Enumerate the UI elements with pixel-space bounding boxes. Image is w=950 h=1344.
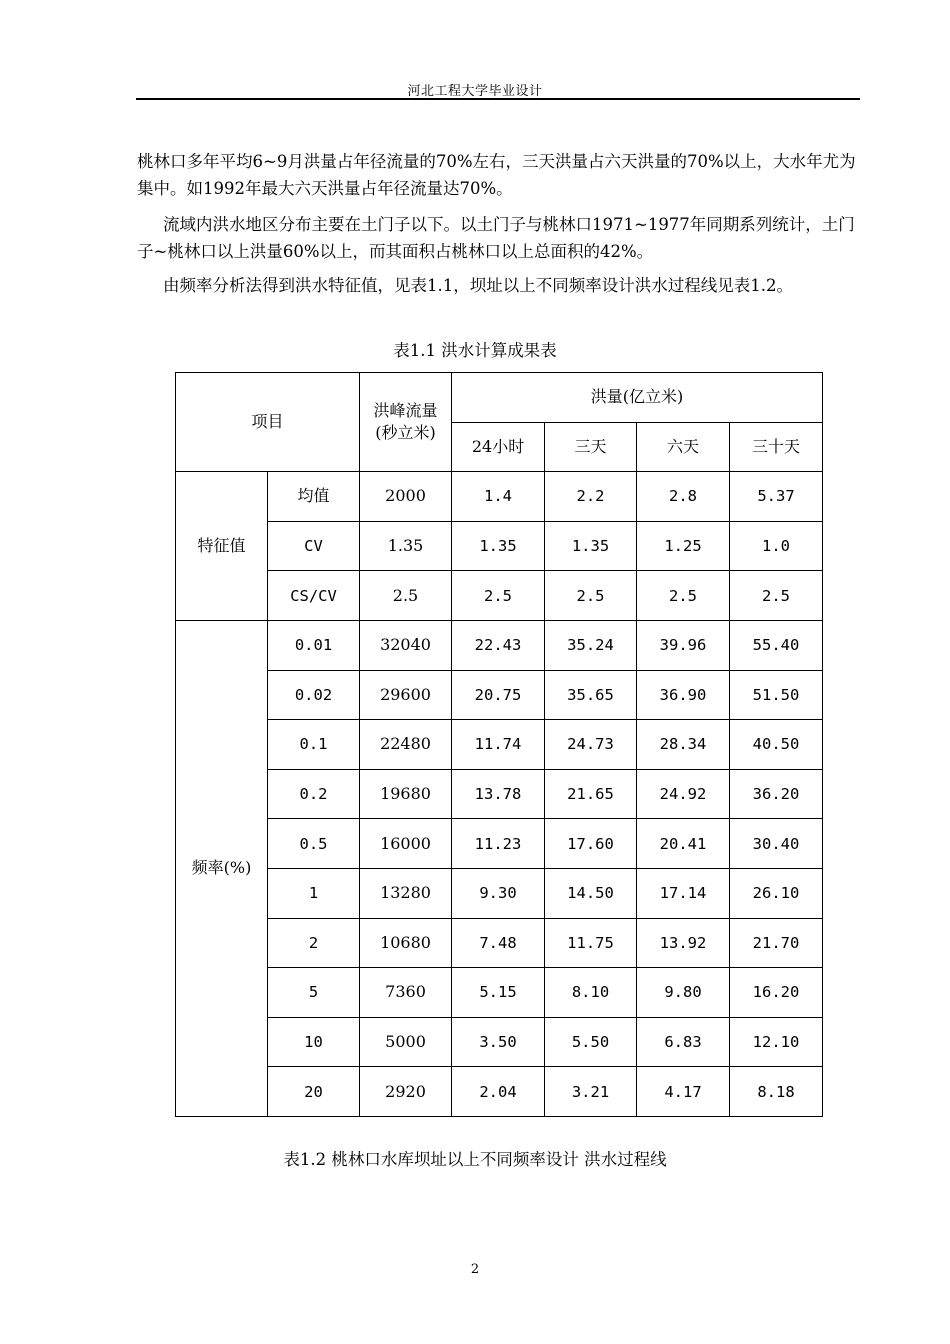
value-cell: 20.75 xyxy=(452,670,545,720)
header-duration-cell: 三十天 xyxy=(730,422,823,472)
table-caption: 表1.2 桃林口水库坝址以上不同频率设计 洪水过程线 xyxy=(283,1150,667,1169)
table-row xyxy=(176,868,823,918)
value-cell: 12.10 xyxy=(730,1017,823,1067)
header-duration-cell: 24小时 xyxy=(452,422,545,472)
value-cell: 16000 xyxy=(360,819,452,869)
value-cell: 6.83 xyxy=(637,1017,730,1067)
header-volume-cell: 洪量(亿立米) xyxy=(452,373,823,423)
value-cell: 2.5 xyxy=(360,571,452,621)
value-cell: 1.35 xyxy=(360,521,452,571)
value-cell: 2.5 xyxy=(730,571,823,621)
value-cell: 16.20 xyxy=(730,968,823,1018)
value-cell: 1.35 xyxy=(452,521,545,571)
value-cell: 11.23 xyxy=(452,819,545,869)
group-label-cell: 频率(%) xyxy=(176,620,268,1116)
value-cell: 8.18 xyxy=(730,1067,823,1117)
value-cell: 22480 xyxy=(360,720,452,770)
value-cell: 3.50 xyxy=(452,1017,545,1067)
row-label-cell: 5 xyxy=(268,968,360,1018)
page-number: 2 xyxy=(470,1262,480,1277)
value-cell: 55.40 xyxy=(730,620,823,670)
value-cell: 9.80 xyxy=(637,968,730,1018)
body-paragraph: 由频率分析法得到洪水特征值，见表1.1，坝址以上不同频率设计洪水过程线见表1.2。 xyxy=(163,276,793,295)
table-row xyxy=(176,819,823,869)
table-row xyxy=(176,670,823,720)
row-label-cell: 1 xyxy=(268,868,360,918)
group-label-cell: 特征值 xyxy=(176,472,268,621)
value-cell: 2.04 xyxy=(452,1067,545,1117)
value-cell: 1.35 xyxy=(545,521,637,571)
value-cell: 26.10 xyxy=(730,868,823,918)
flood-results-table xyxy=(175,372,823,1117)
row-label-cell: 0.01 xyxy=(268,620,360,670)
body-paragraph: 桃林口多年平均6~9月洪量占年径流量的70%左右，三天洪量占六天洪量的70%以上，大水年尤为集中。如1992年最大六天洪量占年径流量达70%。 xyxy=(137,152,856,198)
header-duration-cell: 三天 xyxy=(545,422,637,472)
value-cell: 2.5 xyxy=(545,571,637,621)
body-paragraph: 流域内洪水地区分布主要在土门子以下。以土门子与桃林口1971~1977年同期系列统计，土门子~桃林口以上洪量60%以上，而其面积占桃林口以上总面积的42%。 xyxy=(137,215,855,261)
value-cell: 39.96 xyxy=(637,620,730,670)
row-label-cell: 2 xyxy=(268,918,360,968)
table-header-row xyxy=(176,373,823,423)
value-cell: 2.8 xyxy=(637,472,730,522)
value-cell: 24.92 xyxy=(637,769,730,819)
value-cell: 4.17 xyxy=(637,1067,730,1117)
value-cell: 22.43 xyxy=(452,620,545,670)
table-row xyxy=(176,1067,823,1117)
value-cell: 1.25 xyxy=(637,521,730,571)
table-row xyxy=(176,769,823,819)
value-cell: 9.30 xyxy=(452,868,545,918)
value-cell: 29600 xyxy=(360,670,452,720)
value-cell: 1.4 xyxy=(452,472,545,522)
value-cell: 24.73 xyxy=(545,720,637,770)
value-cell: 3.21 xyxy=(545,1067,637,1117)
value-cell: 13.92 xyxy=(637,918,730,968)
value-cell: 35.65 xyxy=(545,670,637,720)
value-cell: 32040 xyxy=(360,620,452,670)
value-cell: 21.65 xyxy=(545,769,637,819)
value-cell: 28.34 xyxy=(637,720,730,770)
value-cell: 11.75 xyxy=(545,918,637,968)
value-cell: 13.78 xyxy=(452,769,545,819)
header-peak-cell: 洪峰流量(秒立米) xyxy=(360,373,452,472)
value-cell: 2920 xyxy=(360,1067,452,1117)
value-cell: 20.41 xyxy=(637,819,730,869)
row-label-cell: 均值 xyxy=(268,472,360,522)
value-cell: 2000 xyxy=(360,472,452,522)
table-row xyxy=(176,521,823,571)
value-cell: 17.60 xyxy=(545,819,637,869)
row-label-cell: 0.2 xyxy=(268,769,360,819)
table-row xyxy=(176,571,823,621)
value-cell: 2.5 xyxy=(452,571,545,621)
table-caption: 表1.1 洪水计算成果表 xyxy=(393,341,557,360)
value-cell: 7360 xyxy=(360,968,452,1018)
value-cell: 10680 xyxy=(360,918,452,968)
value-cell: 1.0 xyxy=(730,521,823,571)
value-cell: 17.14 xyxy=(637,868,730,918)
value-cell: 5.50 xyxy=(545,1017,637,1067)
value-cell: 7.48 xyxy=(452,918,545,968)
header-divider xyxy=(136,98,860,100)
row-label-cell: 0.02 xyxy=(268,670,360,720)
value-cell: 35.24 xyxy=(545,620,637,670)
value-cell: 51.50 xyxy=(730,670,823,720)
row-label-cell: 10 xyxy=(268,1017,360,1067)
value-cell: 5000 xyxy=(360,1017,452,1067)
value-cell: 19680 xyxy=(360,769,452,819)
value-cell: 8.10 xyxy=(545,968,637,1018)
value-cell: 5.15 xyxy=(452,968,545,1018)
row-label-cell: CV xyxy=(268,521,360,571)
table-row xyxy=(176,1017,823,1067)
row-label-cell: 0.5 xyxy=(268,819,360,869)
table-body xyxy=(176,373,823,1117)
value-cell: 40.50 xyxy=(730,720,823,770)
value-cell: 36.90 xyxy=(637,670,730,720)
table-row xyxy=(176,620,823,670)
table-row xyxy=(176,918,823,968)
header-duration-cell: 六天 xyxy=(637,422,730,472)
table-row xyxy=(176,968,823,1018)
table-row xyxy=(176,472,823,522)
header-item-cell: 项目 xyxy=(176,373,360,472)
table-row xyxy=(176,720,823,770)
row-label-cell: 0.1 xyxy=(268,720,360,770)
value-cell: 30.40 xyxy=(730,819,823,869)
row-label-cell: CS/CV xyxy=(268,571,360,621)
row-label-cell: 20 xyxy=(268,1067,360,1117)
value-cell: 5.37 xyxy=(730,472,823,522)
value-cell: 13280 xyxy=(360,868,452,918)
value-cell: 2.5 xyxy=(637,571,730,621)
page-header-title: 河北工程大学毕业设计 xyxy=(407,84,543,99)
value-cell: 14.50 xyxy=(545,868,637,918)
value-cell: 21.70 xyxy=(730,918,823,968)
value-cell: 11.74 xyxy=(452,720,545,770)
value-cell: 2.2 xyxy=(545,472,637,522)
value-cell: 36.20 xyxy=(730,769,823,819)
